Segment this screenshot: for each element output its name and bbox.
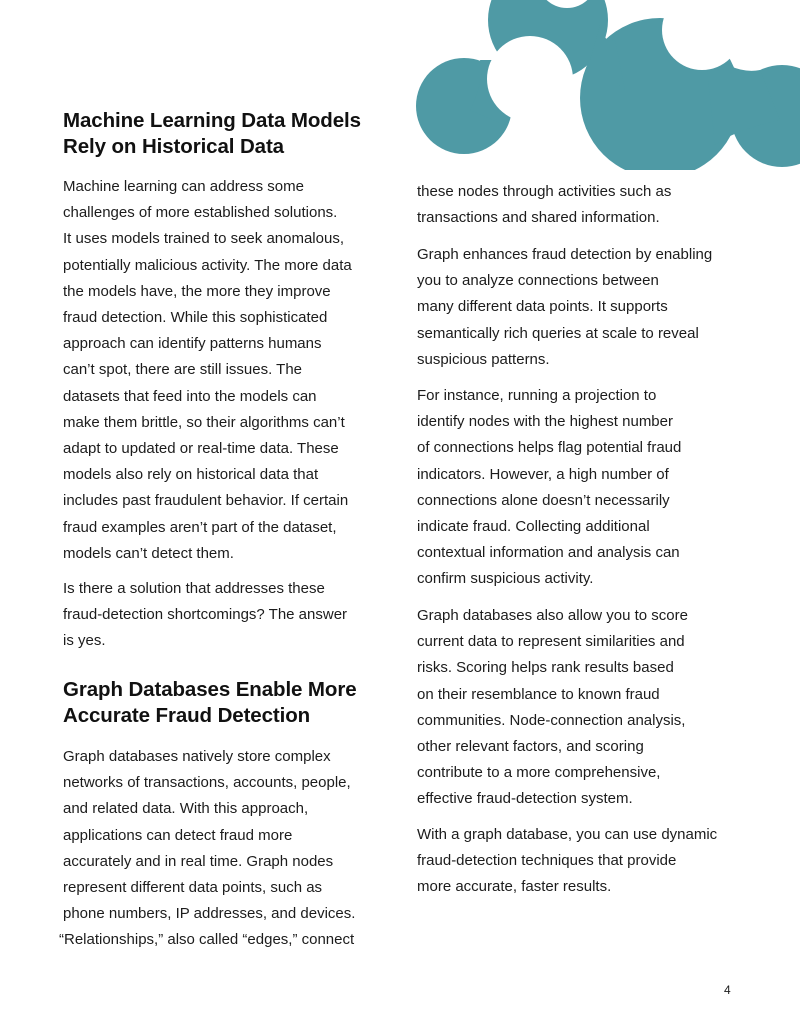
text-line: applications can detect fraud more bbox=[63, 826, 293, 844]
text-line: current data to represent similarities and bbox=[417, 633, 685, 651]
text-line: is yes. bbox=[63, 632, 106, 650]
text-line: connections alone doesn’t necessarily bbox=[417, 491, 670, 509]
text-line: accurately and in real time. Graph nodes bbox=[63, 852, 334, 870]
heading-line: Machine Learning Data Models bbox=[63, 109, 361, 132]
text-line: effective fraud-detection system. bbox=[417, 790, 633, 808]
text-line: fraud-detection shortcomings? The answer bbox=[63, 606, 348, 624]
paragraph-solution-question bbox=[63, 576, 393, 655]
text-line: the models have, the more they improve bbox=[63, 282, 331, 300]
text-line: networks of transactions, accounts, people, bbox=[63, 774, 351, 792]
text-line: datasets that feed into the models can bbox=[63, 387, 317, 405]
page-number: 4 bbox=[724, 983, 731, 997]
text-line: other relevant factors, and scoring bbox=[417, 738, 644, 756]
text-line: Graph databases also allow you to score bbox=[417, 607, 688, 624]
text-line: It uses models trained to seek anomalous, bbox=[63, 230, 344, 248]
paragraph-projection-example bbox=[417, 383, 757, 593]
heading-line: Accurate Fraud Detection bbox=[63, 704, 311, 727]
text-line: phone numbers, IP addresses, and devices. bbox=[63, 905, 356, 923]
text-line: adapt to updated or real-time data. These bbox=[63, 440, 339, 458]
text-line: you to analyze connections between bbox=[417, 272, 659, 290]
text-line: models can’t detect them. bbox=[63, 544, 234, 562]
text-line: potentially malicious activity. The more data bbox=[63, 256, 352, 274]
text-line: suspicious patterns. bbox=[417, 350, 550, 368]
text-line: fraud examples aren’t part of the dataset, bbox=[63, 518, 337, 536]
paragraph-graph-intro bbox=[59, 744, 393, 954]
text-line: risks. Scoring helps rank results based bbox=[417, 659, 674, 677]
text-line: Is there a solution that addresses these bbox=[63, 580, 325, 597]
text-line: contribute to a more comprehensive, bbox=[417, 764, 661, 782]
text-line: For instance, running a projection to bbox=[417, 387, 657, 404]
text-line: these nodes through activities such as bbox=[417, 183, 672, 200]
text-line: transactions and shared information. bbox=[417, 209, 660, 227]
paragraph-conclusion bbox=[417, 822, 757, 901]
text-line: includes past fraudulent behavior. If certain bbox=[63, 492, 349, 510]
text-line: semantically rich queries at scale to reveal bbox=[417, 324, 699, 342]
text-line: Graph databases natively store complex bbox=[63, 748, 331, 765]
paragraph-edges-continued bbox=[417, 179, 757, 231]
text-line: identify nodes with the highest number bbox=[417, 413, 673, 431]
text-line: communities. Node-connection analysis, bbox=[417, 711, 686, 729]
section-heading-graph-databases bbox=[63, 677, 393, 729]
text-line: on their resemblance to known fraud bbox=[417, 685, 660, 703]
text-line: of connections helps flag potential fraud bbox=[417, 439, 682, 457]
text-line: make them brittle, so their algorithms can’t bbox=[63, 413, 345, 431]
text-line: many different data points. It supports bbox=[417, 298, 668, 316]
paragraph-ml-intro bbox=[63, 174, 393, 567]
paragraph-scoring bbox=[417, 603, 757, 813]
text-line: can’t spot, there are still issues. The bbox=[63, 361, 303, 379]
text-line: indicators. However, a high number of bbox=[417, 465, 669, 483]
section-heading-machine-learning bbox=[63, 108, 393, 160]
heading-line: Graph Databases Enable More bbox=[63, 678, 357, 701]
text-line: and related data. With this approach, bbox=[63, 800, 309, 818]
text-line: approach can identify patterns humans bbox=[63, 335, 322, 353]
text-line: fraud-detection techniques that provide bbox=[417, 852, 677, 870]
text-line: represent different data points, such as bbox=[63, 879, 323, 897]
text-line: “Relationships,” also called “edges,” connect bbox=[59, 931, 355, 949]
text-line: indicate fraud. Collecting additional bbox=[417, 518, 650, 536]
text-line: confirm suspicious activity. bbox=[417, 570, 594, 588]
text-line: more accurate, faster results. bbox=[417, 878, 612, 896]
text-line: Graph enhances fraud detection by enabling bbox=[417, 246, 713, 263]
text-line: fraud detection. While this sophisticated bbox=[63, 309, 328, 327]
text-line: With a graph database, you can use dynamic bbox=[417, 826, 718, 843]
text-line: models also rely on historical data that bbox=[63, 466, 319, 484]
text-line: challenges of more established solutions. bbox=[63, 204, 338, 222]
paragraph-graph-enhances bbox=[417, 242, 757, 373]
heading-line: Rely on Historical Data bbox=[63, 135, 284, 158]
text-line: contextual information and analysis can bbox=[417, 544, 680, 562]
text-line: Machine learning can address some bbox=[63, 178, 304, 195]
